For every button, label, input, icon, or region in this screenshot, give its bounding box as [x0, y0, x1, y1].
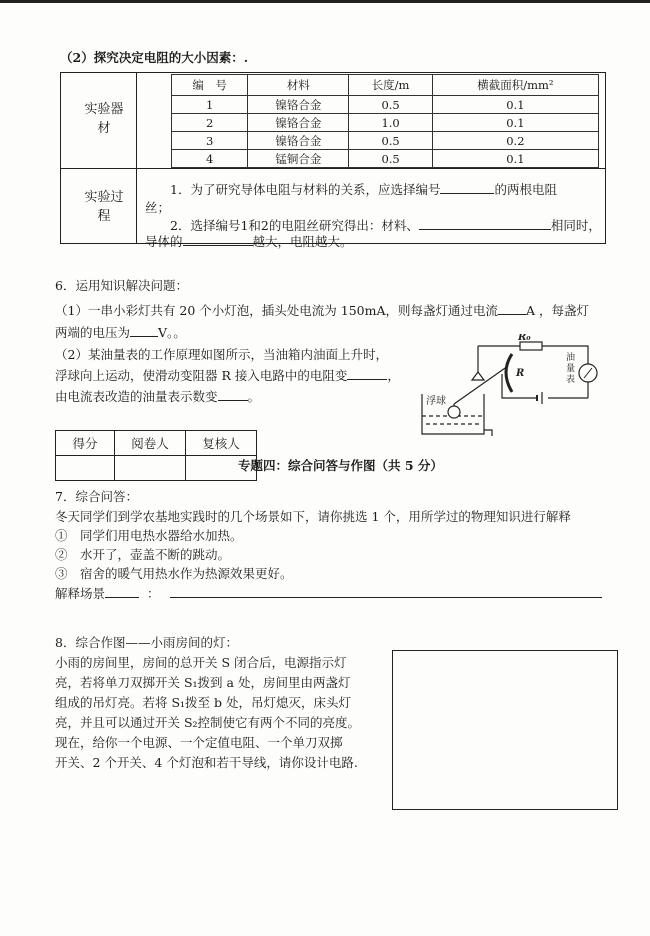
q7-item-3: ③ 宿舍的暖气用热水作为热源效果更好。	[55, 566, 293, 581]
q7-item-1: ① 同学们用电热水器给水加热。	[55, 528, 243, 543]
experiment-table-divider	[60, 168, 606, 169]
grader-header: 阅卷人	[115, 431, 186, 456]
q8-line-4: 亮，并且可以通过开关 S₂控制使它有两个不同的亮度。	[55, 715, 361, 730]
oil-gauge-diagram	[408, 334, 618, 446]
q8-title: 8．综合作图——小雨房间的灯：	[55, 635, 238, 650]
q8-line-1: 小雨的房间里，房间的总开关 S 闭合后，电源指示灯	[55, 655, 347, 670]
q7-answer: 解释场景 ：	[55, 584, 602, 602]
header-material: 材料	[248, 75, 349, 96]
label-meter-1: 油	[566, 353, 576, 363]
q7-title: 7．综合问答：	[55, 489, 138, 504]
label-float: 浮球	[426, 396, 446, 407]
float-ball-icon	[448, 406, 460, 418]
q8-line-6: 开关、2 个开关、4 个灯泡和若干导线，请你设计电路.	[55, 755, 358, 770]
answer-blank-reading[interactable]	[218, 388, 248, 401]
label-r0: R₀	[518, 334, 531, 343]
materials-label: 实验器 材	[84, 102, 124, 136]
q8-line-3: 组成的吊灯亮。若将 S₁拨至 b 处，吊灯熄灭，床头灯	[55, 695, 351, 710]
table-row: 1 镍铬合金 0.5 0.1	[172, 96, 599, 114]
process-line-2: 2．选择编号1和2的电阻丝研究得出：材料、 相同时，	[170, 218, 601, 233]
q6-part2-line2: 浮球向上运动，使滑动变阻器 R 接入电路中的电阻变 ，	[55, 368, 400, 383]
experiment-table-column-divider	[136, 72, 137, 244]
materials-header-row	[172, 75, 599, 96]
table-row: 4 锰铜合金 0.5 0.1	[172, 150, 599, 168]
score-table	[55, 430, 257, 481]
answer-blank-voltage[interactable]	[130, 324, 158, 337]
topic4-heading: 专题四：综合问答与作图（共 5 分）	[238, 458, 443, 473]
q6-part2-line3: 由电流表改造的油量表示数变 。	[55, 389, 261, 404]
answer-line-explanation[interactable]	[170, 585, 602, 598]
score-cell[interactable]	[56, 456, 115, 481]
answer-blank-property[interactable]	[183, 233, 253, 246]
answer-blank-number[interactable]	[440, 181, 494, 194]
q7-intro: 冬天同学们到学农基地实践时的几个场景如下，请你挑选 1 个，用所学过的物理知识进行解释	[55, 509, 571, 524]
answer-blank-resistance[interactable]	[347, 367, 387, 380]
q7-item-2: ② 水开了，壶盖不断的跳动。	[55, 547, 231, 562]
grader-cell[interactable]	[115, 456, 186, 481]
label-meter-3: 表	[566, 375, 576, 385]
header-area: 横截面积/mm²	[432, 75, 598, 96]
process-label: 实验过 程	[84, 190, 124, 224]
q6-part1-line1: （1）一串小彩灯共有 20 个小灯泡，插头处电流为 150mA，则每盏灯通过电流 A ，每盏灯	[55, 303, 590, 318]
q6-part1-line2: 两端的电压为 V。。	[55, 325, 186, 340]
materials-table	[171, 74, 599, 168]
q6-title: 6．运用知识解决问题：	[55, 278, 188, 293]
process-line-2b: 导体的 越大，电阻越大。	[145, 234, 353, 249]
q8-line-2: 亮，若将单刀双掷开关 S₁拨到 a 处，房间里由两盏灯	[55, 675, 351, 690]
reviewer-header: 复核人	[186, 431, 257, 456]
process-line-1: 1．为了研究导体电阻与材料的关系，应选择编号 的两根电阻	[170, 182, 557, 197]
q8-line-5: 现在，给你一个电源、一个定值电阻、一个单刀双掷	[55, 735, 343, 750]
circuit-drawing-box[interactable]	[392, 650, 618, 810]
answer-blank-current[interactable]	[498, 302, 526, 315]
section2-heading: （2）探究决定电阻的大小因素：.	[60, 50, 249, 65]
header-length: 长度/m	[349, 75, 432, 96]
q6-part2-line1: （2）某油量表的工作原理如图所示，当油箱内油面上升时，	[55, 347, 388, 362]
label-meter-2: 量	[566, 364, 576, 374]
label-r: R	[516, 368, 525, 379]
table-row: 3 镍铬合金 0.5 0.2	[172, 132, 599, 150]
header-number: 编 号	[172, 75, 248, 96]
process-line-1b: 丝；	[145, 200, 171, 215]
answer-blank-factor[interactable]	[419, 217, 551, 230]
top-border	[0, 0, 650, 3]
answer-blank-scene[interactable]	[105, 585, 139, 598]
score-header: 得分	[56, 431, 115, 456]
table-row: 2 镍铬合金 1.0 0.1	[172, 114, 599, 132]
